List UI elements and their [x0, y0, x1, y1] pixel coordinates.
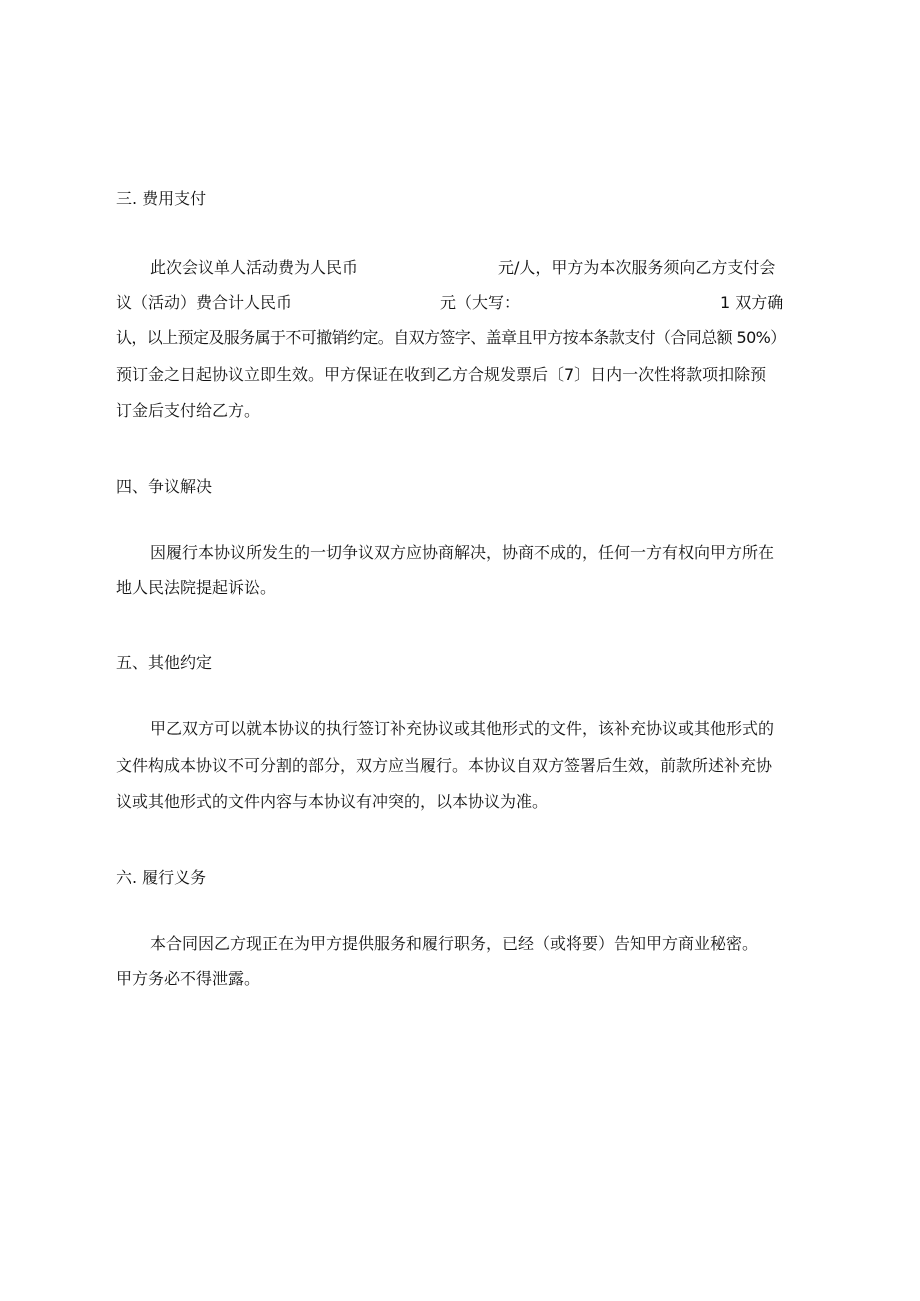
fee-text-line2-part1: 议（活动）费合计人民币	[116, 293, 293, 312]
fee-text-line2-part2: 元（大写：	[440, 293, 521, 312]
other-text-line3: 议或其他形式的文件内容与本协议有冲突的，以本协议为准。	[116, 792, 549, 811]
duty-text-line1: 本合同因乙方现正在为甲方提供服务和履行职务，已经（或将要）告知甲方商业秘密。	[150, 934, 759, 953]
section-heading-dispute: 四、争议解决	[116, 477, 213, 496]
fee-text-line3: 认，以上预定及服务属于不可撤销约定。自双方签字、盖章且甲方按本条款支付（合同总额 50%）	[116, 328, 786, 347]
other-text-line1: 甲乙双方可以就本协议的执行签订补充协议或其他形式的文件，该补充协议或其他形式的	[150, 719, 775, 738]
fee-text-line1-part2: 元/人，甲方为本次服务须向乙方支付会	[498, 258, 776, 277]
section-heading-other: 五、其他约定	[116, 653, 213, 672]
dispute-text-line1: 因履行本协议所发生的一切争议双方应协商解决，协商不成的，任何一方有权向甲方所在	[150, 543, 775, 562]
fee-text-line2-part3: 1 双方确	[720, 293, 784, 312]
fee-text-line1-part1: 此次会议单人活动费为人民币	[150, 258, 359, 277]
fee-text-line5: 订金后支付给乙方。	[116, 401, 261, 420]
other-text-line2: 文件构成本协议不可分割的部分，双方应当履行。本协议自双方签署后生效，前款所述补充协	[116, 756, 773, 775]
section-heading-duty: 六. 履行义务	[116, 868, 207, 887]
fee-text-line4: 预订金之日起协议立即生效。甲方保证在收到乙方合规发票后〔7〕日内一次性将款项扣除预	[116, 365, 767, 384]
section-heading-fee: 三. 费用支付	[116, 189, 207, 208]
dispute-text-line2: 地人民法院提起诉讼。	[116, 578, 277, 597]
duty-text-line2: 甲方务必不得泄露。	[116, 969, 261, 988]
